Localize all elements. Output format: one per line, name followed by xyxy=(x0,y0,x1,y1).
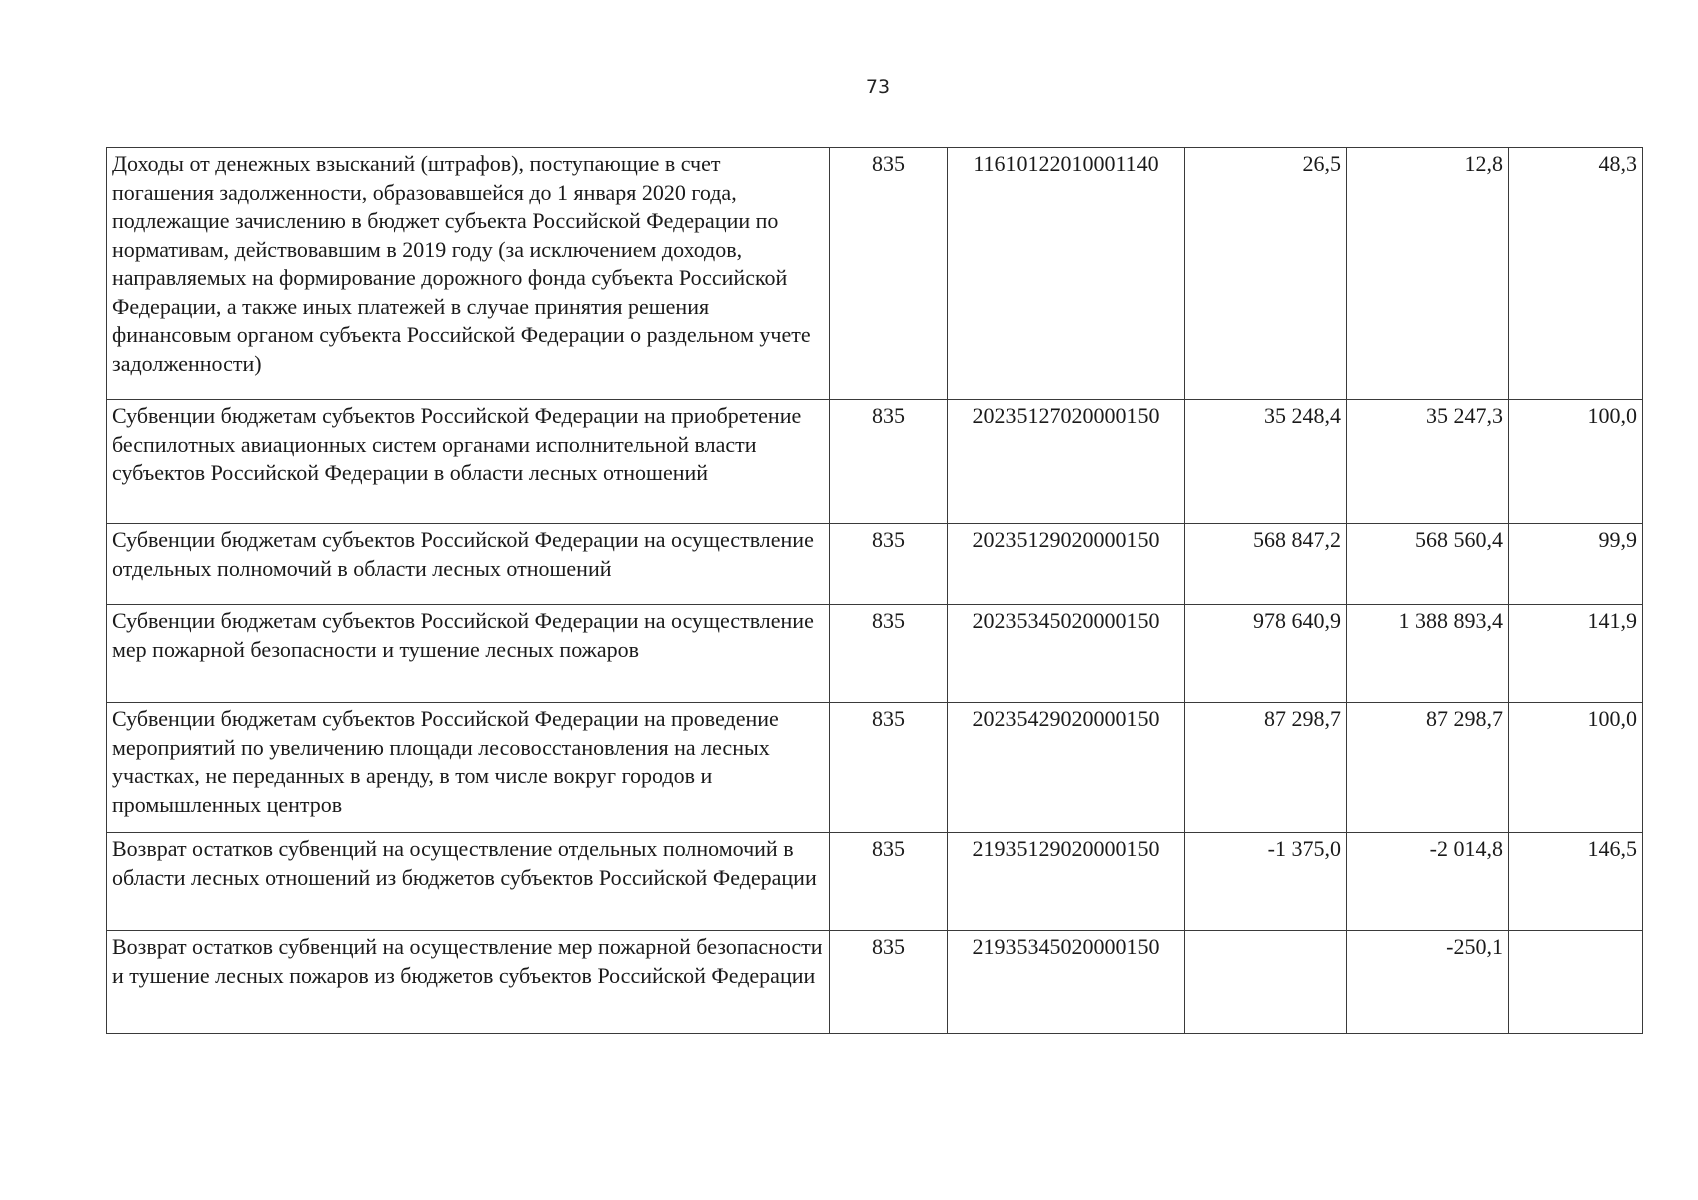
row-percent-cell: 100,0 xyxy=(1509,703,1643,833)
row-percent-cell: 141,9 xyxy=(1509,605,1643,703)
row-fact-cell: 568 560,4 xyxy=(1347,524,1509,605)
row-fact-cell: 87 298,7 xyxy=(1347,703,1509,833)
table-row xyxy=(107,931,1643,1034)
row-fact-cell: 35 247,3 xyxy=(1347,400,1509,524)
row-budget-code-cell: 20235127020000150 xyxy=(948,400,1185,524)
row-plan-cell: -1 375,0 xyxy=(1185,833,1347,931)
row-name-cell: Субвенции бюджетам субъектов Российской Федерации на осуществление отдельных полномочий в области лесных отношений xyxy=(107,524,830,605)
row-budget-code-cell: 11610122010001140 xyxy=(948,148,1185,400)
row-admin-code-cell: 835 xyxy=(830,605,948,703)
row-percent-cell: 146,5 xyxy=(1509,833,1643,931)
row-name-cell: Доходы от денежных взысканий (штрафов), поступающие в счет погашения задолженности, образовавшейся до 1 января 2020 года, подлежащие зачислению в бюджет субъекта Российской Федерации по нормативам, действовавшим в 2019 году (за исключением доходов, направляемых на формирование дорожного фонда субъекта Российской Федерации, а также иных платежей в случае принятия решения финансовым органом субъекта Российской Федерации о раздельном учете задолженности) xyxy=(107,148,830,400)
row-name-cell: Возврат остатков субвенций на осуществление отдельных полномочий в области лесных отношений из бюджетов субъектов Российской Федерации xyxy=(107,833,830,931)
row-fact-cell: 1 388 893,4 xyxy=(1347,605,1509,703)
row-budget-code-cell: 21935129020000150 xyxy=(948,833,1185,931)
row-name-cell: Возврат остатков субвенций на осуществление мер пожарной безопасности и тушение лесных пожаров из бюджетов субъектов Российской Федерации xyxy=(107,931,830,1034)
row-percent-cell: 48,3 xyxy=(1509,148,1643,400)
row-admin-code-cell: 835 xyxy=(830,931,948,1034)
table-row xyxy=(107,524,1643,605)
row-name-cell: Субвенции бюджетам субъектов Российской Федерации на осуществление мер пожарной безопасности и тушение лесных пожаров xyxy=(107,605,830,703)
row-percent-cell: 99,9 xyxy=(1509,524,1643,605)
row-admin-code-cell: 835 xyxy=(830,524,948,605)
row-budget-code-cell: 20235129020000150 xyxy=(948,524,1185,605)
row-plan-cell: 26,5 xyxy=(1185,148,1347,400)
row-budget-code-cell: 21935345020000150 xyxy=(948,931,1185,1034)
row-fact-cell: -250,1 xyxy=(1347,931,1509,1034)
table-row xyxy=(107,703,1643,833)
row-budget-code-cell: 20235429020000150 xyxy=(948,703,1185,833)
row-plan-cell: 568 847,2 xyxy=(1185,524,1347,605)
row-budget-code-cell: 20235345020000150 xyxy=(948,605,1185,703)
table-row xyxy=(107,833,1643,931)
row-name-cell: Субвенции бюджетам субъектов Российской Федерации на приобретение беспилотных авиационных систем органами исполнительной власти субъектов Российской Федерации в области лесных отношений xyxy=(107,400,830,524)
row-admin-code-cell: 835 xyxy=(830,833,948,931)
table-row xyxy=(107,400,1643,524)
row-plan-cell: 35 248,4 xyxy=(1185,400,1347,524)
page-number: 73 xyxy=(865,76,891,98)
row-plan-cell xyxy=(1185,931,1347,1034)
row-plan-cell: 978 640,9 xyxy=(1185,605,1347,703)
budget-table xyxy=(106,147,1643,1034)
row-admin-code-cell: 835 xyxy=(830,703,948,833)
row-percent-cell xyxy=(1509,931,1643,1034)
row-fact-cell: -2 014,8 xyxy=(1347,833,1509,931)
row-admin-code-cell: 835 xyxy=(830,148,948,400)
table-row xyxy=(107,605,1643,703)
row-percent-cell: 100,0 xyxy=(1509,400,1643,524)
row-fact-cell: 12,8 xyxy=(1347,148,1509,400)
row-name-cell: Субвенции бюджетам субъектов Российской Федерации на проведение мероприятий по увеличению площади лесовосстановления на лесных участках, не переданных в аренду, в том числе вокруг городов и промышленных центров xyxy=(107,703,830,833)
row-plan-cell: 87 298,7 xyxy=(1185,703,1347,833)
table-row xyxy=(107,148,1643,400)
row-admin-code-cell: 835 xyxy=(830,400,948,524)
